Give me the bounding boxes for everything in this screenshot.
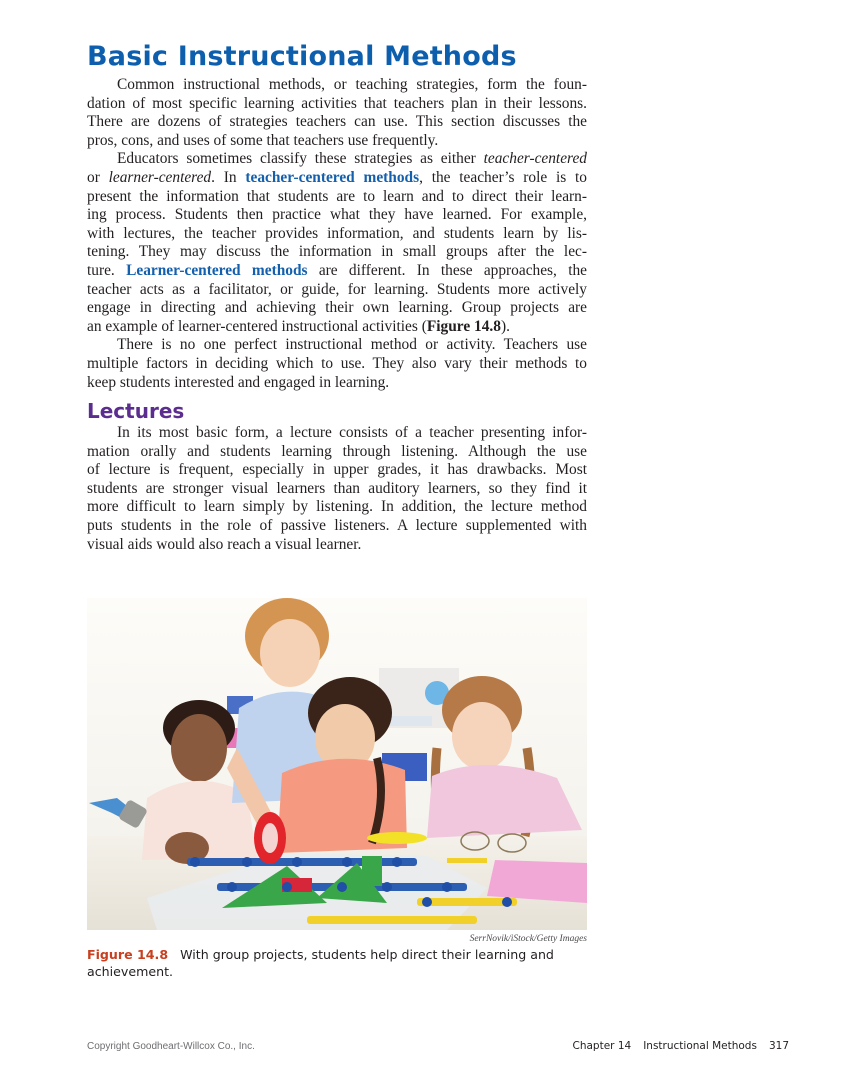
text-line: Educators sometimes classify these strategies as either teacher-centered — [117, 150, 587, 168]
text-line: puts students in the role of passive listeners. A lecture supplemented with — [87, 516, 587, 534]
chapter-title: Instructional Methods — [643, 1040, 757, 1052]
figure-caption — [87, 946, 557, 980]
text-line: of lecture is frequent, especially in upper grades, it has drawbacks. Most — [87, 461, 587, 479]
text-line: There are dozens of strategies teachers can use. This section discusses the — [87, 113, 587, 131]
intro-section — [87, 76, 587, 392]
chapter-number: Chapter 14 — [572, 1040, 632, 1052]
text-line: keep students interested and engaged in learning. — [87, 373, 390, 391]
figure-reference: Figure 14.8 — [426, 317, 501, 335]
text-line: with lectures, the teacher provides information, and students learn by lis- — [87, 224, 587, 242]
caption-text: With group projects, students help direct their learning and achievement. — [87, 947, 554, 979]
page-title: Basic Instructional Methods — [87, 41, 517, 72]
text-line: teacher acts as a facilitator, or guide, for learning. Students more actively — [87, 280, 587, 298]
copyright-footer: Copyright Goodheart-Willcox Co., Inc. — [87, 1041, 255, 1052]
figure-label: Figure 14.8 — [87, 947, 169, 962]
text-line: present the information that students are to learn and to direct their learn- — [87, 187, 587, 205]
students-circuit-photo — [87, 598, 587, 930]
lectures-paragraph — [87, 424, 587, 554]
paragraph-1 — [87, 76, 587, 150]
text-line: pros, cons, and uses of some that teachers use frequently. — [87, 131, 439, 149]
text-line: more difficult to learn simply by listening. In addition, the lecture method — [87, 498, 587, 516]
italic-term: teacher-centered — [483, 150, 587, 168]
paragraph-3 — [87, 336, 587, 392]
text-line: mation orally and students learning through listening. Although the use — [87, 442, 587, 460]
text-line: ture. Learner-centered methods are different. In these approaches, the — [87, 261, 588, 279]
text-line: tening. They may discuss the information in small groups after the lec- — [87, 243, 587, 261]
page-number: 317 — [768, 1040, 789, 1052]
text-line: engage in directing and achieving their own learning. Group projects are — [87, 299, 587, 317]
text-line: There is no one perfect instructional method or activity. Teachers use — [117, 336, 587, 354]
text-line: an example of learner-centered instructional activities (Figure 14.8). — [87, 317, 510, 335]
key-term-learner-centered: Learner-centered methods — [126, 261, 308, 279]
photo-credit: SerrNovik/iStock/Getty Images — [469, 934, 587, 944]
text-line: In its most basic form, a lecture consists of a teacher presenting infor- — [117, 424, 587, 441]
text-line: visual aids would also reach a visual learner. — [87, 535, 362, 553]
figure-photo — [87, 598, 587, 930]
paragraph-2 — [87, 150, 587, 336]
italic-term: learner-centered — [108, 168, 212, 186]
key-term-teacher-centered: teacher-centered methods — [245, 168, 420, 186]
text-line: students are stronger visual learners than auditory learners, so they find it — [87, 479, 587, 497]
text-line: multiple factors in deciding which to use. They also vary their methods to — [87, 354, 587, 372]
page-footer — [573, 1040, 789, 1052]
text-line: Common instructional methods, or teaching strategies, form the foun- — [117, 76, 587, 93]
section-heading-lectures: Lectures — [87, 399, 185, 423]
text-line: or learner-centered. In teacher-centered methods, the teacher’s role is to — [87, 168, 588, 186]
text-line: dation of most specific learning activities that teachers plan in their lessons. — [87, 94, 587, 112]
text-line: ing process. Students then practice what they have learned. For example, — [87, 206, 587, 224]
